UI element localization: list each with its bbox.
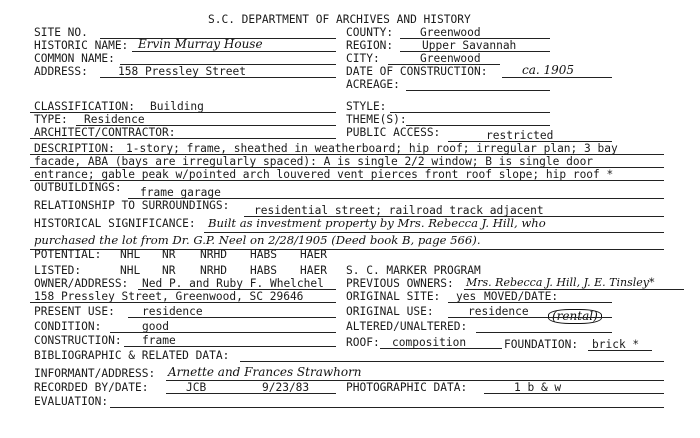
potential-haer: HAER <box>300 248 327 261</box>
original-site-value: yes <box>456 290 477 303</box>
roof-value: composition <box>392 336 467 349</box>
classification-line <box>30 112 336 113</box>
recorded-label: RECORDED BY/DATE: <box>34 381 149 394</box>
photograph-line <box>484 393 664 394</box>
site-no-label: SITE NO. <box>34 26 88 39</box>
listed-nr: NR <box>162 264 176 277</box>
outbuildings-value: frame garage <box>140 186 221 199</box>
original-site-line <box>448 302 612 303</box>
public-access-label: PUBLIC ACCESS: <box>346 126 441 139</box>
outbuildings-label: OUTBUILDINGS: <box>34 181 122 194</box>
description-line-1: 1-story; frame, sheathed in weatherboard; hip roof; irregular plan; 3 bay <box>126 142 618 155</box>
address-value: 158 Pressley Street <box>118 65 246 78</box>
altered-line <box>476 332 612 333</box>
listed-label: LISTED: <box>34 264 82 277</box>
previous-owners-value: Mrs. Rebecca J. Hill, J. E. Tinsley* <box>466 276 655 289</box>
county-value: Greenwood <box>420 26 481 39</box>
city-value: Greenwood <box>420 52 481 65</box>
potential-nrhd: NRHD <box>200 248 227 261</box>
roof-line <box>380 348 502 349</box>
region-value: Upper Savannah <box>422 39 517 52</box>
listed-habs: HABS <box>250 264 277 277</box>
description-line-3: entrance; gable peak w/pointed arch louvered vent pierces front roof slope; hip roof * <box>34 168 614 181</box>
listed-nhl: NHL <box>120 264 141 277</box>
style-line <box>390 112 550 113</box>
evaluation-label: EVALUATION: <box>34 395 109 408</box>
owner-line-1: Ned P. and Ruby F. Whelchel <box>142 277 324 290</box>
relationship-label: RELATIONSHIP TO SURROUNDINGS: <box>34 199 230 212</box>
owner-label: OWNER/ADDRESS: <box>34 277 129 290</box>
condition-value: good <box>142 320 169 333</box>
acreage-line <box>406 90 550 91</box>
potential-label: POTENTIAL: <box>34 248 102 261</box>
potential-nhl: NHL <box>120 248 141 261</box>
historic-name-label: HISTORIC NAME: <box>34 39 129 52</box>
construction-label: CONSTRUCTION: <box>34 334 122 347</box>
listed-haer: HAER <box>300 264 327 277</box>
architect-line <box>30 138 336 139</box>
date-line <box>502 77 612 78</box>
altered-label: ALTERED/UNALTERED: <box>346 320 468 333</box>
previous-owners-label: PREVIOUS OWNERS: <box>346 277 454 290</box>
theme-label: THEME(S): <box>346 113 407 126</box>
bibliographic-line <box>240 361 664 362</box>
present-use-value: residence <box>142 305 203 318</box>
public-access-value: restricted <box>486 129 554 142</box>
description-line-2: facade, ABA (bays are irregularly spaced): A is single 2/2 window; B is single door <box>34 155 594 168</box>
type-label: TYPE: <box>34 113 68 126</box>
owner-underline-2 <box>30 302 336 303</box>
historic-name-line <box>132 51 336 52</box>
foundation-line <box>588 350 652 351</box>
form-title: S.C. DEPARTMENT OF ARCHIVES AND HISTORY <box>208 13 471 26</box>
potential-nr: NR <box>162 248 176 261</box>
construction-line <box>124 346 336 347</box>
relationship-value: residential street; railroad track adjacent <box>254 204 544 217</box>
style-label: STYLE: <box>346 100 387 113</box>
description-underline-3 <box>30 180 664 181</box>
type-value: Residence <box>84 113 145 126</box>
moved-date-label: MOVED/DATE: <box>484 290 559 303</box>
recorded-date: 9/23/83 <box>262 381 310 394</box>
recorded-by: JCB <box>186 381 207 394</box>
construction-value: frame <box>142 334 176 347</box>
present-use-label: PRESENT USE: <box>34 305 115 318</box>
roof-label: ROOF: <box>346 336 380 349</box>
address-line <box>100 77 336 78</box>
date-value: ca. 1905 <box>522 63 575 77</box>
photograph-value: 1 b & w <box>514 381 562 394</box>
common-name-label: COMMON NAME: <box>34 52 115 65</box>
foundation-value: brick * <box>592 338 640 351</box>
informant-label: INFORMANT/ADDRESS: <box>34 367 156 380</box>
listed-nrhd: NRHD <box>200 264 227 277</box>
address-label: ADDRESS: <box>34 65 88 78</box>
county-label: COUNTY: <box>346 26 394 39</box>
foundation-label: FOUNDATION: <box>504 338 579 351</box>
marker-label: S. C. MARKER PROGRAM <box>346 264 481 277</box>
architect-label: ARCHITECT/CONTRACTOR: <box>34 126 176 139</box>
significance-line-2: purchased the lot from Dr. G.P. Neel on 2/28/1905 (Deed book B, page 566). <box>34 233 481 247</box>
recorded-line <box>166 393 336 394</box>
city-label: CITY: <box>346 52 380 65</box>
bibliographic-label: BIBLIOGRAPHIC & RELATED DATA: <box>34 349 230 362</box>
potential-habs: HABS <box>250 248 277 261</box>
present-use-line <box>128 317 336 318</box>
classification-value: Building <box>150 100 204 113</box>
original-use-line <box>448 317 612 318</box>
historic-name-value: Ervin Murray House <box>138 37 263 51</box>
region-label: REGION: <box>346 39 394 52</box>
condition-line <box>110 332 336 333</box>
owner-line-2: 158 Pressley Street, Greenwood, SC 29646 <box>34 290 304 303</box>
acreage-label: ACREAGE: <box>346 78 400 91</box>
original-use-value: residence <box>468 305 529 318</box>
classification-label: CLASSIFICATION: <box>34 100 136 113</box>
evaluation-line <box>110 407 664 408</box>
original-site-label: ORIGINAL SITE: <box>346 290 441 303</box>
significance-label: HISTORICAL SIGNIFICANCE: <box>34 217 196 230</box>
date-label: DATE OF CONSTRUCTION: <box>346 65 488 78</box>
photograph-label: PHOTOGRAPHIC DATA: <box>346 381 468 394</box>
original-use-label: ORIGINAL USE: <box>346 305 434 318</box>
condition-label: CONDITION: <box>34 320 102 333</box>
informant-value: Arnette and Frances Strawhorn <box>168 365 362 379</box>
original-use-note: (rental) <box>548 309 602 324</box>
description-label: DESCRIPTION: <box>34 142 115 155</box>
significance-line-1: Built as investment property by Mrs. Rebecca J. Hill, who <box>208 216 546 230</box>
